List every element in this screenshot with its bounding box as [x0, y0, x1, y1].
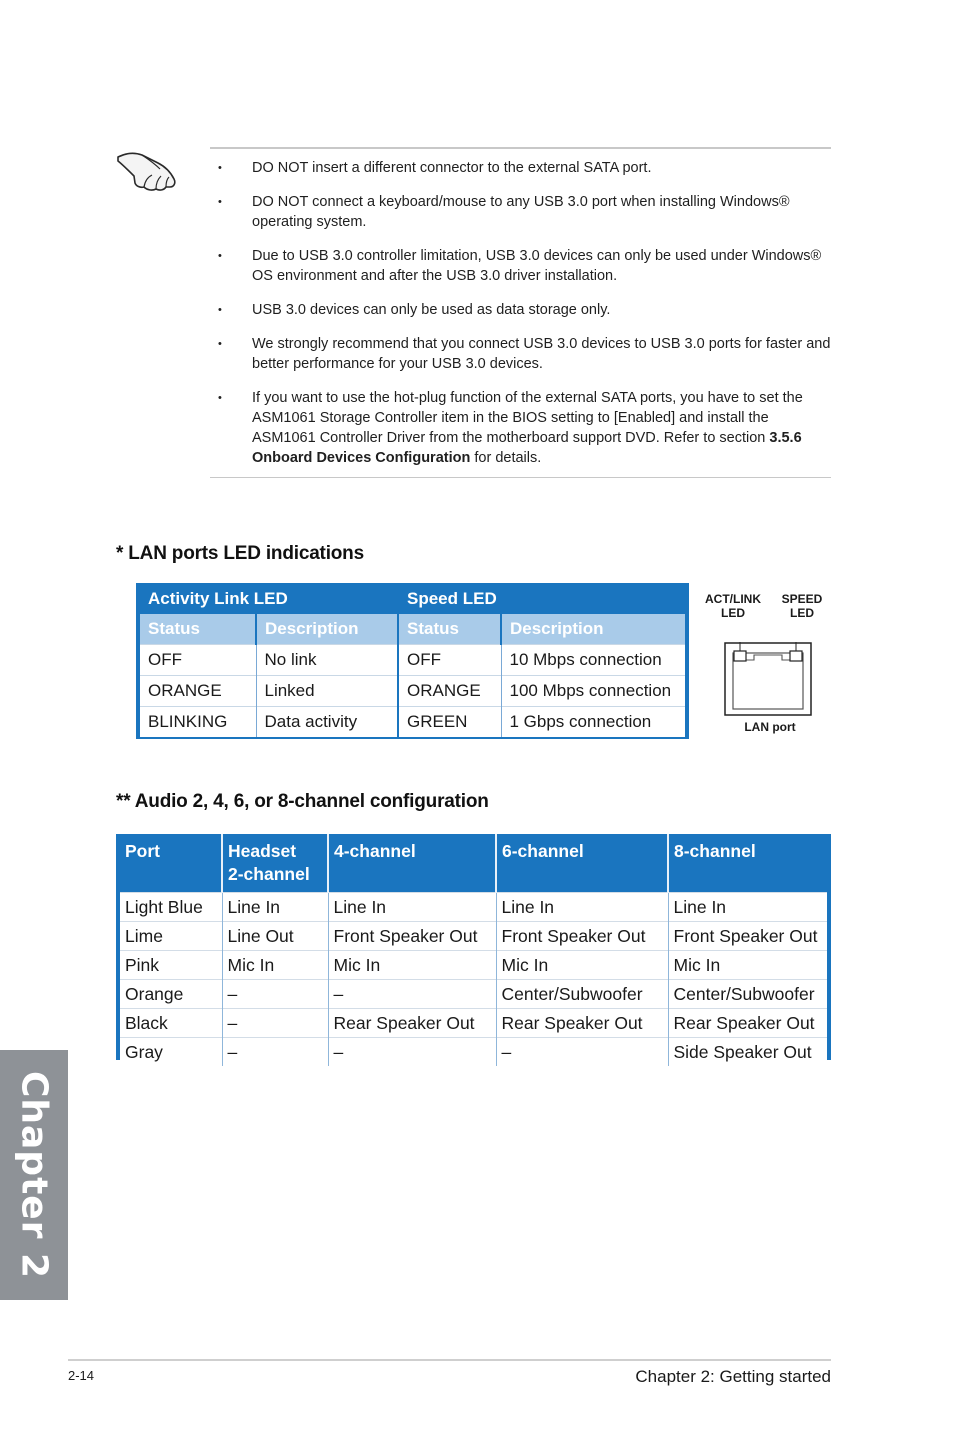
table-cell: –: [328, 1038, 496, 1067]
table-cell: Line In: [222, 893, 328, 922]
table-cell: Line In: [496, 893, 668, 922]
table-cell: Front Speaker Out: [496, 922, 668, 951]
table-cell: Linked: [256, 676, 398, 707]
table-cell: Front Speaker Out: [668, 922, 827, 951]
column-header: Description: [501, 614, 685, 645]
lan-port-icon: [724, 642, 814, 718]
group-header-speed: Speed LED: [398, 583, 685, 614]
column-header-2-channel: [222, 834, 328, 893]
speed-label-line2: LED: [790, 606, 814, 620]
bullet: •: [218, 196, 222, 208]
table-cell: Mic In: [328, 951, 496, 980]
table-cell: OFF: [140, 645, 256, 676]
note-top-rule: [210, 147, 831, 149]
header-line: 2-channel: [228, 864, 310, 884]
table-cell: Rear Speaker Out: [668, 1009, 827, 1038]
table-row: [140, 707, 685, 738]
column-header: Status: [398, 614, 501, 645]
note-text: Due to USB 3.0 controller limitation, USB 3.0 devices can only be used under Windows® OS environment and after the USB 3.0 driver installation.: [252, 248, 822, 284]
table-cell: Line In: [668, 893, 827, 922]
note-item: [218, 388, 832, 468]
table-cell: Rear Speaker Out: [496, 1009, 668, 1038]
bullet: •: [218, 338, 222, 350]
chapter-tab-label: Chapter 2: [13, 1070, 55, 1280]
note-item: [218, 192, 832, 232]
column-header: Status: [140, 614, 256, 645]
note-text: [252, 388, 832, 468]
table-cell: Lime: [120, 922, 222, 951]
speed-led-label: [774, 592, 830, 620]
table-cell: Mic In: [668, 951, 827, 980]
table-row: [120, 951, 827, 980]
table-cell: OFF: [398, 645, 501, 676]
table-cell: Mic In: [222, 951, 328, 980]
table-cell: Center/Subwoofer: [668, 980, 827, 1009]
table-row: [120, 893, 827, 922]
speed-label-line1: SPEED: [781, 592, 823, 606]
act-link-label-line2: LED: [721, 606, 745, 620]
table-cell: Black: [120, 1009, 222, 1038]
table-cell: –: [496, 1038, 668, 1067]
page-number: 2-14: [68, 1368, 95, 1383]
note-item: [218, 334, 832, 374]
table-cell: Data activity: [256, 707, 398, 738]
table-cell: Side Speaker Out: [668, 1038, 827, 1067]
table-row: [140, 645, 685, 676]
lan-heading: * LAN ports LED indications: [116, 543, 364, 564]
bullet: •: [218, 250, 222, 262]
bullet: •: [218, 304, 222, 316]
table-cell: ORANGE: [140, 676, 256, 707]
lan-led-table: [136, 583, 689, 739]
table-cell: 100 Mbps connection: [501, 676, 685, 707]
chapter-side-tab: [0, 1050, 68, 1300]
bullet: •: [218, 162, 222, 174]
table-cell: Rear Speaker Out: [328, 1009, 496, 1038]
act-link-label-line1: ACT/LINK: [705, 592, 761, 606]
table-cell: Light Blue: [120, 893, 222, 922]
table-cell: –: [222, 980, 328, 1009]
footer-rule: [68, 1359, 831, 1361]
table-cell: ORANGE: [398, 676, 501, 707]
column-header: Description: [256, 614, 398, 645]
note-text: We strongly recommend that you connect USB 3.0 devices to USB 3.0 ports for faster and better performance for your USB 3.0 devices.: [252, 336, 831, 372]
act-link-led-label: [700, 592, 766, 620]
note-item: [218, 300, 832, 320]
column-header-6-channel: 6-channel: [496, 834, 668, 893]
table-cell: Pink: [120, 951, 222, 980]
table-row: [120, 1038, 827, 1067]
lan-port-diagram: [700, 588, 830, 738]
table-cell: –: [222, 1038, 328, 1067]
note-item: [218, 246, 832, 286]
note-item: [218, 158, 832, 178]
group-header-activity: Activity Link LED: [140, 583, 398, 614]
column-header-8-channel: 8-channel: [668, 834, 827, 893]
table-cell: Mic In: [496, 951, 668, 980]
table-row: [120, 922, 827, 951]
column-header-port: Port: [120, 834, 222, 893]
note-text: DO NOT connect a keyboard/mouse to any USB 3.0 port when installing Windows® operating system.: [252, 194, 790, 230]
table-cell: GREEN: [398, 707, 501, 738]
column-header-4-channel: 4-channel: [328, 834, 496, 893]
table-row: [120, 980, 827, 1009]
section-reference: 3.5.6 Onboard Devices Configuration: [252, 430, 802, 466]
audio-heading: ** Audio 2, 4, 6, or 8-channel configuration: [116, 791, 489, 812]
table-cell: Line Out: [222, 922, 328, 951]
table-cell: No link: [256, 645, 398, 676]
note-text: USB 3.0 devices can only be used as data storage only.: [252, 302, 611, 318]
table-cell: Center/Subwoofer: [496, 980, 668, 1009]
lan-port-label: LAN port: [744, 720, 796, 734]
table-cell: –: [328, 980, 496, 1009]
table-cell: 10 Mbps connection: [501, 645, 685, 676]
hand-pointing-icon: [114, 143, 180, 195]
note-bottom-rule: [210, 477, 831, 478]
table-cell: Orange: [120, 980, 222, 1009]
header-line: Headset: [228, 841, 297, 861]
note-text-part: If you want to use the hot-plug function of the external SATA ports, you have to set the ASM1061 Storage Controller item in the BIOS setting to [Enabled] and install the ASM1061 Controller Driver from the motherboard support DVD. Refer to section: [252, 390, 803, 446]
note-text-part: for details.: [470, 450, 542, 466]
table-cell: BLINKING: [140, 707, 256, 738]
table-cell: –: [222, 1009, 328, 1038]
footer-chapter-title: Chapter 2: Getting started: [635, 1367, 831, 1386]
table-cell: 1 Gbps connection: [501, 707, 685, 738]
table-row: [120, 1009, 827, 1038]
table-cell: Front Speaker Out: [328, 922, 496, 951]
bullet: •: [218, 392, 222, 404]
table-cell: Gray: [120, 1038, 222, 1067]
note-text: DO NOT insert a different connector to the external SATA port.: [252, 160, 652, 176]
audio-channel-table: [116, 834, 831, 1060]
table-cell: Line In: [328, 893, 496, 922]
table-row: [140, 676, 685, 707]
